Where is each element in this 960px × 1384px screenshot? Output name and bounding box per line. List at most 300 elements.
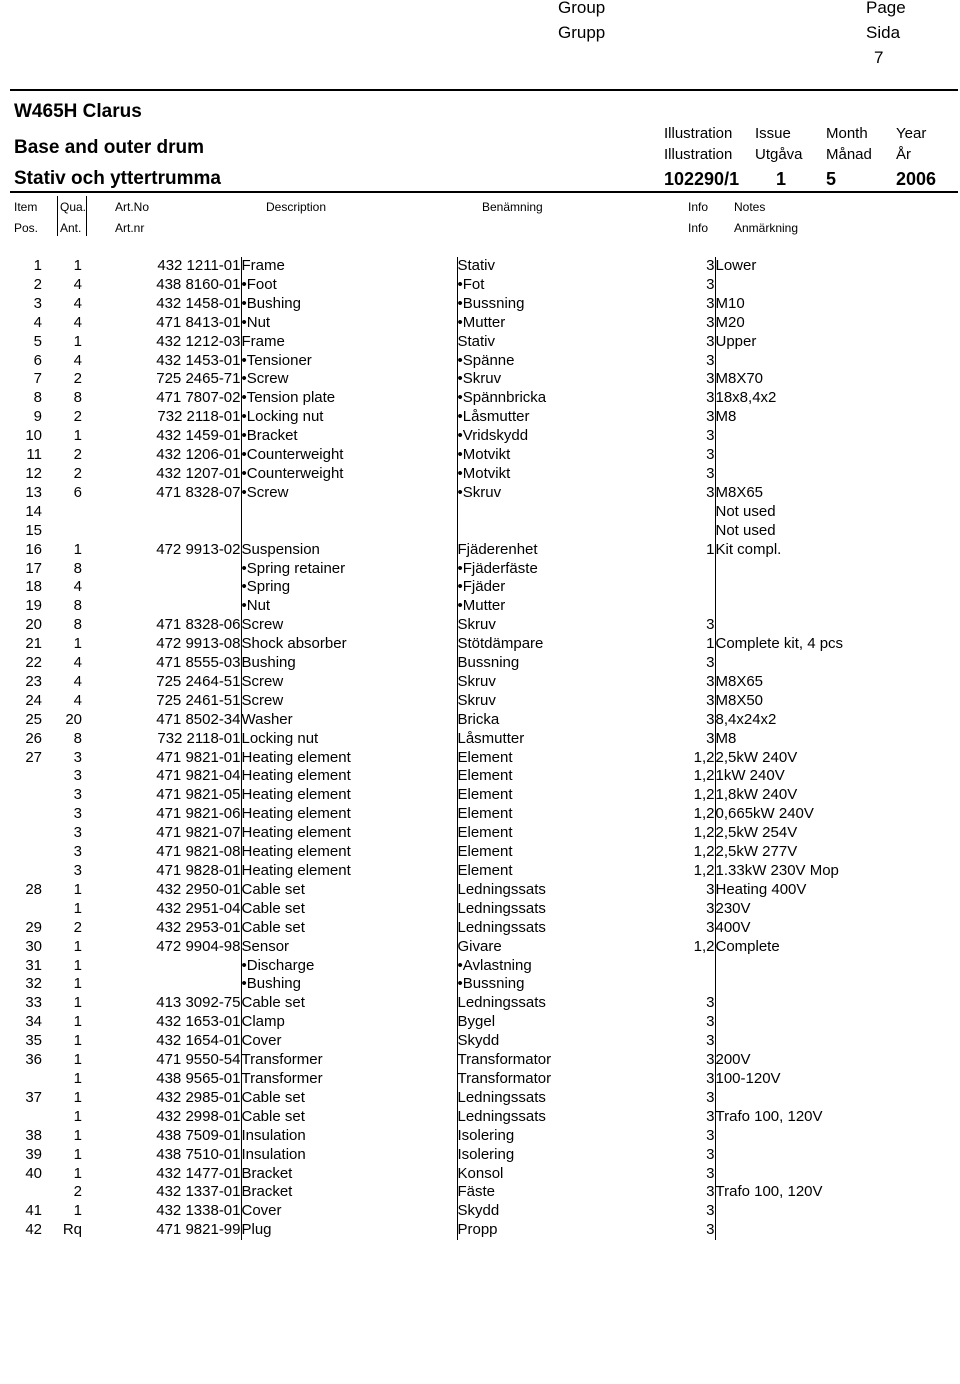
art-number-cell: 471 7807-02 xyxy=(156,389,241,407)
item-cell: 9 xyxy=(33,408,42,426)
table-row xyxy=(0,711,960,730)
item-cell: 2 xyxy=(33,275,42,293)
info-cell xyxy=(672,578,715,597)
qty-cell: 4 xyxy=(73,654,82,672)
art-number-cell: 725 2465-71 xyxy=(156,370,241,388)
art-number-cell: 471 9821-08 xyxy=(156,843,241,861)
table-row xyxy=(0,295,960,314)
item-cell: 40 xyxy=(25,1164,42,1182)
description-cell: Cover xyxy=(241,1202,457,1221)
item-cell: 30 xyxy=(25,937,42,955)
notes-cell xyxy=(715,1221,960,1240)
qty-cell: 1 xyxy=(73,994,82,1012)
notes-cell xyxy=(715,1127,960,1146)
qty-cell: 1 xyxy=(73,880,82,898)
benamning-cell: •Motvikt xyxy=(457,446,672,465)
description-cell: Cable set xyxy=(241,1089,457,1108)
info-cell: 3 xyxy=(706,918,715,936)
qty-cell: 2 xyxy=(73,370,82,388)
qty-cell: 2 xyxy=(73,408,82,426)
col-qty-sv: Ant. xyxy=(60,221,82,235)
table-row xyxy=(0,503,960,522)
notes-cell: Trafo 100, 120V xyxy=(715,1108,960,1127)
item-cell: 34 xyxy=(25,1013,42,1031)
notes-cell xyxy=(715,597,960,616)
benamning-cell: •Skruv xyxy=(457,370,672,389)
page-label-en: Page xyxy=(866,0,906,17)
table-row xyxy=(0,1108,960,1127)
table-row xyxy=(0,749,960,768)
table-row xyxy=(0,560,960,579)
notes-cell: M8X65 xyxy=(715,673,960,692)
table-row xyxy=(0,1165,960,1184)
description-cell: •Nut xyxy=(241,314,457,333)
info-cell: 1,2 xyxy=(693,937,715,955)
notes-cell xyxy=(715,352,960,371)
description-cell: Bushing xyxy=(241,654,457,673)
info-cell xyxy=(672,503,715,522)
info-cell: 3 xyxy=(706,691,715,709)
description-cell: Bracket xyxy=(241,1165,457,1184)
table-row xyxy=(0,805,960,824)
item-cell: 27 xyxy=(25,748,42,766)
qty-cell: 1 xyxy=(73,1145,82,1163)
info-cell: 3 xyxy=(706,446,715,464)
art-number-cell: 725 2461-51 xyxy=(156,691,241,709)
description-cell: •Screw xyxy=(241,484,457,503)
description-cell: Suspension xyxy=(241,541,457,560)
info-cell: 3 xyxy=(706,483,715,501)
qty-cell: 6 xyxy=(73,483,82,501)
description-cell: Cable set xyxy=(241,900,457,919)
info-cell: 1,2 xyxy=(693,805,715,823)
qty-cell: 3 xyxy=(73,843,82,861)
qty-cell: 8 xyxy=(73,559,82,577)
qty-cell: 3 xyxy=(73,786,82,804)
qty-cell xyxy=(42,503,82,522)
benamning-cell: Ledningssats xyxy=(457,1108,672,1127)
table-row xyxy=(0,370,960,389)
item-cell xyxy=(0,1183,42,1202)
notes-cell xyxy=(715,654,960,673)
info-cell: 3 xyxy=(706,275,715,293)
art-number-cell: 471 9821-05 xyxy=(156,786,241,804)
benamning-cell: •Bussning xyxy=(457,295,672,314)
art-number-cell xyxy=(82,578,241,597)
month-value: 5 xyxy=(826,169,837,189)
info-cell xyxy=(672,522,715,541)
notes-cell: M8X70 xyxy=(715,370,960,389)
table-row xyxy=(0,635,960,654)
qty-cell xyxy=(42,522,82,541)
info-cell: 3 xyxy=(706,408,715,426)
item-cell: 17 xyxy=(25,559,42,577)
notes-cell xyxy=(715,446,960,465)
info-cell: 3 xyxy=(706,1183,715,1201)
notes-cell xyxy=(715,1146,960,1165)
art-number-cell: 432 2950-01 xyxy=(156,880,241,898)
benamning-cell: •Fot xyxy=(457,276,672,295)
notes-cell: 400V xyxy=(715,919,960,938)
qty-cell: 1 xyxy=(73,427,82,445)
art-number-cell: 432 2953-01 xyxy=(156,918,241,936)
notes-cell xyxy=(715,427,960,446)
benamning-cell: Ledningssats xyxy=(457,900,672,919)
table-row xyxy=(0,1146,960,1165)
item-cell xyxy=(0,862,42,881)
info-cell: 3 xyxy=(706,710,715,728)
notes-cell xyxy=(715,465,960,484)
qty-cell: 1 xyxy=(73,540,82,558)
qty-cell: 4 xyxy=(73,275,82,293)
benamning-cell: •Fjäder xyxy=(457,578,672,597)
notes-cell: Trafo 100, 120V xyxy=(715,1183,960,1202)
item-cell: 15 xyxy=(25,521,42,539)
notes-cell: 1,8kW 240V xyxy=(715,786,960,805)
table-row xyxy=(0,597,960,616)
qty-cell: 3 xyxy=(73,824,82,842)
col-item-sv: Pos. xyxy=(14,221,39,235)
parts-table xyxy=(0,257,960,1240)
description-cell: Heating element xyxy=(241,843,457,862)
qty-cell: 4 xyxy=(73,294,82,312)
notes-cell xyxy=(715,1165,960,1184)
art-number-cell: 432 1337-01 xyxy=(156,1183,241,1201)
benamning-cell: Skydd xyxy=(457,1032,672,1051)
col-desc-en: Description xyxy=(266,200,327,214)
table-row xyxy=(0,1202,960,1221)
notes-cell: M8 xyxy=(715,408,960,427)
info-cell: 3 xyxy=(706,729,715,747)
benamning-cell: Skydd xyxy=(457,1202,672,1221)
benamning-cell: Konsol xyxy=(457,1165,672,1184)
art-number-cell: 432 2985-01 xyxy=(156,1088,241,1106)
notes-cell: 230V xyxy=(715,900,960,919)
description-cell: •Bushing xyxy=(241,295,457,314)
item-cell: 8 xyxy=(33,389,42,407)
description-cell: Shock absorber xyxy=(241,635,457,654)
benamning-cell: Element xyxy=(457,749,672,768)
art-number-cell: 472 9913-08 xyxy=(156,635,241,653)
description-cell: •Foot xyxy=(241,276,457,295)
qty-cell: 1 xyxy=(73,899,82,917)
notes-cell xyxy=(715,1202,960,1221)
qty-cell: 1 xyxy=(73,1088,82,1106)
item-cell: 31 xyxy=(25,956,42,974)
item-cell xyxy=(0,900,42,919)
art-number-cell: 725 2464-51 xyxy=(156,672,241,690)
benamning-cell: Fäste xyxy=(457,1183,672,1202)
art-number-cell xyxy=(82,560,241,579)
table-row xyxy=(0,1089,960,1108)
item-cell: 12 xyxy=(25,464,42,482)
table-row xyxy=(0,578,960,597)
description-cell: Bracket xyxy=(241,1183,457,1202)
description-cell: Sensor xyxy=(241,938,457,957)
table-row xyxy=(0,1183,960,1202)
item-cell: 36 xyxy=(25,1051,42,1069)
info-cell: 3 xyxy=(706,994,715,1012)
item-cell xyxy=(0,1070,42,1089)
table-row xyxy=(0,1070,960,1089)
month-label-en: Month xyxy=(826,125,868,142)
description-cell: •Bushing xyxy=(241,975,457,994)
art-number-cell: 432 1206-01 xyxy=(156,446,241,464)
notes-cell: Heating 400V xyxy=(715,881,960,900)
table-row xyxy=(0,1051,960,1070)
illustration-value: 102290/1 xyxy=(664,169,740,189)
info-cell: 3 xyxy=(706,370,715,388)
illustration-label-sv: Illustration xyxy=(664,146,733,163)
year-label-sv: År xyxy=(896,146,911,163)
art-number-cell: 432 1653-01 xyxy=(156,1013,241,1031)
item-cell: 14 xyxy=(25,502,42,520)
description-cell: Cable set xyxy=(241,881,457,900)
table-row xyxy=(0,938,960,957)
col-info-sv: Info xyxy=(688,221,709,235)
art-number-cell: 471 9821-07 xyxy=(156,824,241,842)
description-cell: Insulation xyxy=(241,1127,457,1146)
benamning-cell: Låsmutter xyxy=(457,730,672,749)
qty-cell: 1 xyxy=(73,1032,82,1050)
description-cell: •Discharge xyxy=(241,957,457,976)
art-number-cell xyxy=(82,522,241,541)
description-cell: •Spring retainer xyxy=(241,560,457,579)
item-cell: 11 xyxy=(26,446,42,464)
table-row xyxy=(0,446,960,465)
item-cell: 6 xyxy=(33,351,42,369)
description-cell: •Screw xyxy=(241,370,457,389)
art-number-cell: 471 9821-01 xyxy=(156,748,241,766)
benamning-cell: •Bussning xyxy=(457,975,672,994)
art-number-cell: 438 7509-01 xyxy=(156,1126,241,1144)
info-cell: 3 xyxy=(706,1107,715,1125)
description-cell: Screw xyxy=(241,692,457,711)
qty-cell: 2 xyxy=(73,1183,82,1201)
art-number-cell: 438 7510-01 xyxy=(156,1145,241,1163)
item-cell: 4 xyxy=(33,313,42,331)
benamning-cell: Isolering xyxy=(457,1127,672,1146)
table-row xyxy=(0,484,960,503)
qty-cell: 1 xyxy=(73,332,82,350)
description-cell: Plug xyxy=(241,1221,457,1240)
item-cell: 29 xyxy=(25,918,42,936)
benamning-cell: Ledningssats xyxy=(457,881,672,900)
description-cell: Cable set xyxy=(241,994,457,1013)
art-number-cell: 472 9904-98 xyxy=(156,937,241,955)
qty-cell: 4 xyxy=(73,351,82,369)
info-cell xyxy=(672,957,715,976)
notes-cell xyxy=(715,1032,960,1051)
notes-cell: 18x8,4x2 xyxy=(715,389,960,408)
art-number-cell: 471 8413-01 xyxy=(156,313,241,331)
table-row xyxy=(0,654,960,673)
notes-cell: Kit compl. xyxy=(715,541,960,560)
qty-cell: 8 xyxy=(73,597,82,615)
art-number-cell: 732 2118-01 xyxy=(157,408,241,426)
month-label-sv: Månad xyxy=(826,146,872,163)
item-cell xyxy=(0,767,42,786)
table-row xyxy=(0,1221,960,1240)
art-number-cell: 432 1453-01 xyxy=(156,351,241,369)
benamning-cell: Isolering xyxy=(457,1146,672,1165)
art-number-cell: 432 1338-01 xyxy=(156,1202,241,1220)
table-row xyxy=(0,616,960,635)
description-cell: •Counterweight xyxy=(241,446,457,465)
info-cell: 3 xyxy=(706,616,715,634)
item-cell: 42 xyxy=(25,1221,42,1239)
art-number-cell: 413 3092-75 xyxy=(156,994,241,1012)
info-cell: 1,2 xyxy=(693,786,715,804)
table-row xyxy=(0,824,960,843)
info-cell: 1,2 xyxy=(693,767,715,785)
description-cell: •Tensioner xyxy=(241,352,457,371)
benamning-cell: Stötdämpare xyxy=(457,635,672,654)
page-number: 7 xyxy=(874,48,884,67)
benamning-cell xyxy=(457,522,672,541)
qty-cell: 1 xyxy=(73,1013,82,1031)
notes-cell: M8 xyxy=(715,730,960,749)
item-cell: 39 xyxy=(25,1145,42,1163)
notes-cell: M20 xyxy=(715,314,960,333)
benamning-cell: Skruv xyxy=(457,616,672,635)
benamning-cell: Stativ xyxy=(457,333,672,352)
notes-cell xyxy=(715,957,960,976)
table-row xyxy=(0,541,960,560)
section-title-en: Base and outer drum xyxy=(14,137,205,158)
description-cell: •Counterweight xyxy=(241,465,457,484)
info-cell: 1,2 xyxy=(693,824,715,842)
item-cell: 18 xyxy=(25,578,42,596)
qty-cell: 8 xyxy=(73,729,82,747)
description-cell: Frame xyxy=(241,257,457,276)
description-cell: •Tension plate xyxy=(241,389,457,408)
benamning-cell: Element xyxy=(457,767,672,786)
notes-cell xyxy=(715,1013,960,1032)
info-cell: 3 xyxy=(706,332,715,350)
description-cell: Frame xyxy=(241,333,457,352)
table-row xyxy=(0,673,960,692)
art-number-cell: 432 1477-01 xyxy=(156,1164,241,1182)
info-cell: 3 xyxy=(706,351,715,369)
info-cell: 3 xyxy=(706,427,715,445)
table-row xyxy=(0,427,960,446)
item-cell: 26 xyxy=(25,729,42,747)
item-cell: 33 xyxy=(25,994,42,1012)
art-number-cell: 438 8160-01 xyxy=(156,275,241,293)
year-label-en: Year xyxy=(896,125,927,142)
info-cell: 1,2 xyxy=(693,843,715,861)
description-cell: Heating element xyxy=(241,824,457,843)
notes-cell: M8X50 xyxy=(715,692,960,711)
illustration-label-en: Illustration xyxy=(664,125,733,142)
art-number-cell: 432 1654-01 xyxy=(156,1032,241,1050)
info-cell: 3 xyxy=(706,1164,715,1182)
benamning-cell: •Spännbricka xyxy=(457,389,672,408)
notes-cell: 2,5kW 277V xyxy=(715,843,960,862)
info-cell: 3 xyxy=(706,1051,715,1069)
issue-value: 1 xyxy=(776,169,787,189)
art-number-cell: 432 2998-01 xyxy=(156,1107,241,1125)
notes-cell: Complete kit, 4 pcs xyxy=(715,635,960,654)
info-cell: 3 xyxy=(706,1069,715,1087)
info-cell: 3 xyxy=(706,1013,715,1031)
info-cell: 3 xyxy=(706,1145,715,1163)
qty-cell: 2 xyxy=(73,918,82,936)
notes-cell: Not used xyxy=(715,503,960,522)
year-value: 2006 xyxy=(896,169,937,189)
table-row xyxy=(0,1013,960,1032)
notes-cell: Complete xyxy=(715,938,960,957)
table-row xyxy=(0,1032,960,1051)
info-cell: 1,2 xyxy=(693,862,715,879)
item-cell xyxy=(0,1108,42,1127)
table-row xyxy=(0,786,960,805)
benamning-cell: Transformator xyxy=(457,1070,672,1089)
qty-cell: 1 xyxy=(73,975,82,993)
item-cell: 19 xyxy=(25,597,42,615)
table-row xyxy=(0,994,960,1013)
art-number-cell: 471 8328-06 xyxy=(156,616,241,634)
notes-cell: 8,4x24x2 xyxy=(715,711,960,730)
info-cell: 3 xyxy=(706,1126,715,1144)
notes-cell: 200V xyxy=(715,1051,960,1070)
benamning-cell: Skruv xyxy=(457,692,672,711)
table-row xyxy=(0,957,960,976)
art-number-cell: 471 9550-54 xyxy=(156,1051,241,1069)
col-info-en: Info xyxy=(688,200,709,214)
qty-cell: 4 xyxy=(73,672,82,690)
description-cell: Heating element xyxy=(241,786,457,805)
item-cell: 5 xyxy=(33,332,42,350)
qty-cell: 2 xyxy=(73,464,82,482)
item-cell: 16 xyxy=(25,540,42,558)
description-cell: Screw xyxy=(241,673,457,692)
qty-cell: 1 xyxy=(73,257,82,274)
art-number-cell: 432 1459-01 xyxy=(156,427,241,445)
notes-cell: M10 xyxy=(715,295,960,314)
benamning-cell: •Motvikt xyxy=(457,465,672,484)
table-row xyxy=(0,408,960,427)
info-cell: 3 xyxy=(706,464,715,482)
description-cell: Clamp xyxy=(241,1013,457,1032)
notes-cell xyxy=(715,578,960,597)
qty-cell: 1 xyxy=(73,956,82,974)
notes-cell: 100-120V xyxy=(715,1070,960,1089)
description-cell: •Spring xyxy=(241,578,457,597)
benamning-cell: •Låsmutter xyxy=(457,408,672,427)
notes-cell xyxy=(715,560,960,579)
benamning-cell: •Vridskydd xyxy=(457,427,672,446)
col-qty-en: Qua. xyxy=(60,200,87,214)
col-divider-2 xyxy=(86,196,87,236)
qty-cell: 1 xyxy=(73,1202,82,1220)
col-notes-sv: Anmärkning xyxy=(734,221,799,235)
notes-cell: 2,5kW 254V xyxy=(715,824,960,843)
item-cell: 10 xyxy=(25,427,42,445)
info-cell: 3 xyxy=(706,672,715,690)
benamning-cell: •Avlastning xyxy=(457,957,672,976)
art-number-cell: 432 1207-01 xyxy=(156,464,241,482)
info-cell: 3 xyxy=(706,1221,715,1239)
col-art-sv: Art.nr xyxy=(115,221,145,235)
col-divider-1 xyxy=(57,196,58,236)
art-number-cell: 432 1211-01 xyxy=(157,257,241,274)
notes-cell: M8X65 xyxy=(715,484,960,503)
benamning-cell: Bussning xyxy=(457,654,672,673)
qty-cell: Rq xyxy=(62,1221,82,1239)
art-number-cell: 471 8555-03 xyxy=(156,654,241,672)
